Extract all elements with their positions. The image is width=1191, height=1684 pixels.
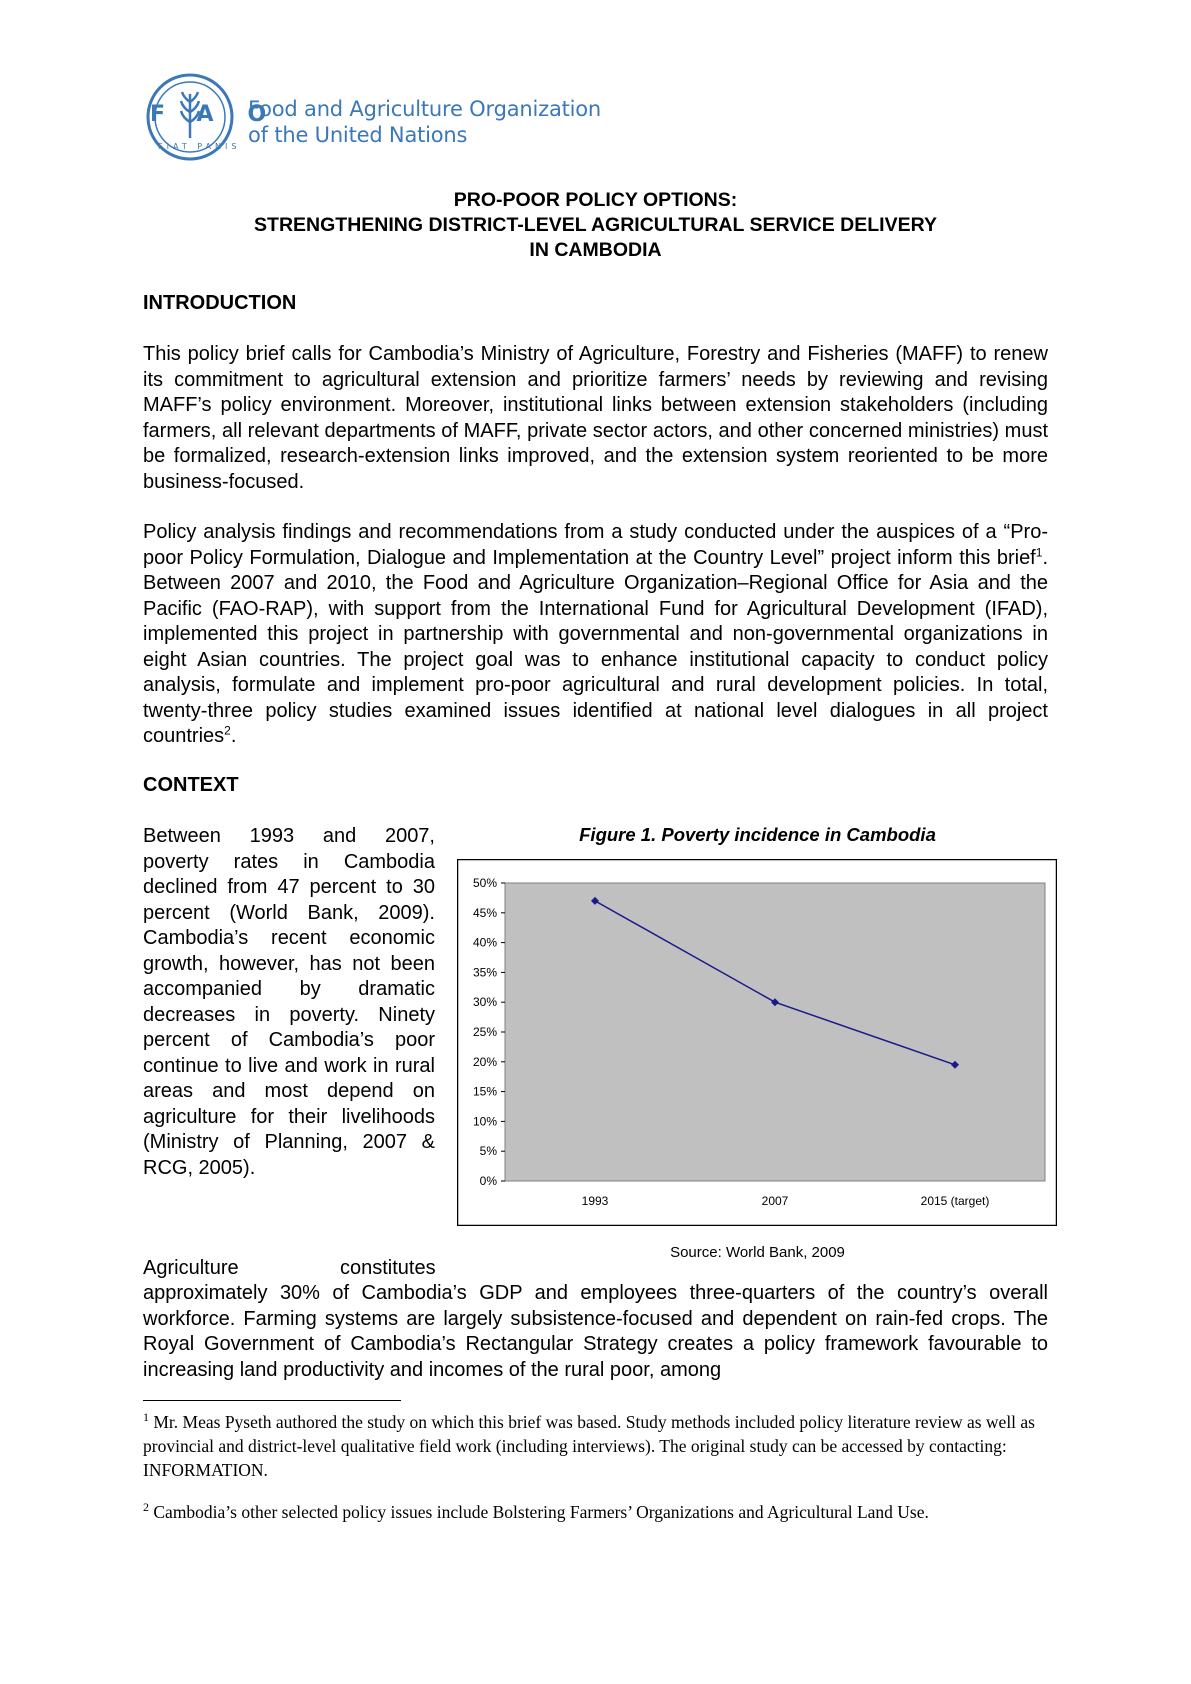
footnote-ref-2[interactable]: 2 [224, 723, 231, 738]
plot-background [505, 883, 1045, 1181]
x-tick-label: 1993 [581, 1194, 609, 1208]
y-tick-label: 10% [472, 1114, 497, 1129]
y-tick-label: 35% [472, 965, 497, 980]
document-title [143, 188, 1048, 263]
context-paragraph: approximately 30% of Cambodia’s GDP and employees three-quarters of the country’s overall workforce. Farming systems are largely subsistence-focused and dependent on rain-fed crops. The Royal Government of Cambodia’s Rectangular Strategy creates a policy framework favourable to increasing land productivity and incomes of the rural poor, among [143, 1282, 1048, 1381]
logo-letters: FAO [150, 102, 301, 127]
y-tick-label: 30% [472, 995, 497, 1010]
introduction-paragraph-1: This policy brief calls for Cambodia’s Ministry of Agriculture, Forestry and Fisheries (MAFF) to renew its commitment to agricultural extension and prioritize farmers’ needs by reviewing and revising MAFF’s policy environment. Moreover, institutional links between extension stakeholders (including farmers, all relevant departments of MAFF, private sector actors, and other concerned ministries) must be formalized, research-extension links improved, and the extension system reoriented to be more business-focused. [143, 343, 1048, 493]
x-tick-label: 2015 (target) [920, 1194, 990, 1208]
title-line3: IN CAMBODIA [529, 239, 662, 261]
y-tick-label: 25% [472, 1025, 497, 1039]
y-tick-label: 15% [472, 1084, 497, 1099]
figure-caption: Figure 1. Poverty incidence in Cambodia [579, 824, 936, 845]
y-tick-label: 20% [472, 1054, 497, 1069]
y-tick-label: 45% [472, 905, 497, 920]
organization-name [248, 96, 601, 148]
figure-source: Source: World Bank, 2009 [670, 1244, 845, 1261]
context-heading: CONTEXT [143, 774, 239, 796]
title-line2: STRENGTHENING DISTRICT-LEVEL AGRICULTURAL SERVICE DELIVERY [254, 214, 937, 236]
x-tick-label: 2007 [761, 1194, 789, 1208]
y-tick-label: 40% [472, 935, 497, 950]
context-column-text: Between 1993 and 2007, poverty rates in Cambodia declined from 47 percent to 30 percent (World Bank, 2009). Cambodia’s recent economic growth, however, has not been accompanied by dramatic decreases in poverty. Ninety percent of Cambodia’s poor continue to live and work in rural areas and most depend on agriculture for their livelihoods (Ministry of Planning, 2007 & RCG, 2005). [143, 825, 435, 1179]
y-tick-label: 0% [479, 1174, 497, 1188]
footnote-1: $^1$ Mr. Meas Pyseth authored the study on which this brief was based. Study methods included policy literature review as well as provincial and district-level qualitative field work (including interviews). The original study can be accessed by contacting: INFORMATION. [143, 1410, 1035, 1480]
footnote-rule [143, 1400, 401, 1401]
y-tick-label: 50% [472, 876, 497, 890]
org-name-line2: of the United Nations [248, 123, 468, 147]
footnote-ref-1[interactable]: 1 [1035, 544, 1043, 559]
org-name-line1: Food and Agriculture Organization [248, 97, 602, 121]
poverty-chart [457, 859, 1057, 1226]
y-tick-label: 5% [479, 1144, 497, 1159]
poverty-chart-svg [457, 859, 1057, 1226]
footnote-2: $^2$ Cambodia’s other selected policy issues include Bolstering Farmers’ Organizations and Agricultural Land Use. [143, 1500, 929, 1522]
introduction-heading: INTRODUCTION [143, 292, 297, 314]
logo-motto: FIAT PANIS [158, 142, 241, 151]
introduction-paragraph-2: Policy analysis findings and recommendations from a study conducted under the auspices of a “Pro-poor Policy Formulation, Dialogue and Implementation at the Country Level” project inform this brief$^1$. Between 2007 and 2010, the Food and Agriculture Organization–Regional Office for Asia and the Pacific (FAO-RAP), with support from the International Fund for Agricultural Development (IFAD), implemented this project in partnership with governmental and non-governmental organizations in eight Asian countries. The project goal was to enhance institutional capacity to conduct policy analysis, formulate and implement pro-poor agricultural and rural development policies. In total, twenty-three policy studies examined issues identified at national level dialogues in all project countries$^2$. [143, 521, 1048, 747]
title-line1: PRO-POOR POLICY OPTIONS: [453, 189, 738, 211]
